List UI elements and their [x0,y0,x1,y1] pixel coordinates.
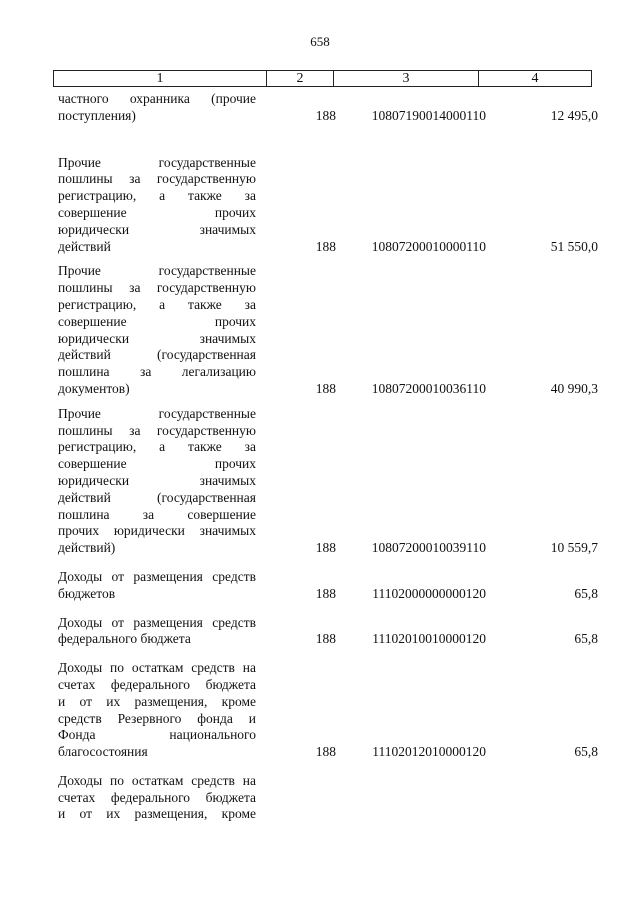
row-admin-code: 188 [315,540,336,556]
description-line: регистрацию, а также за [58,439,256,455]
description-line: благосостояния [58,744,148,760]
row-amount: 51 550,0 [550,238,598,254]
row-budget-code: 10807200010036110 [371,380,486,396]
row-amount: 10 559,7 [550,540,598,556]
description-line: и от их размещения, кроме [58,806,256,822]
description-line: действий (государственная [58,489,256,505]
row-admin-code: 188 [315,107,336,123]
table-row [58,91,598,125]
description-line: Доходы по остаткам средств на [58,660,256,676]
row-admin-code: 188 [315,238,336,254]
description-line: пошлина за легализацию [58,364,256,380]
description-line: федерального бюджета [58,631,191,647]
row-budget-code: 11102000000000120 [372,585,486,601]
header-col-1: 1 [54,71,267,87]
description-line: бюджетов [58,585,116,601]
description-line: прочих юридически значимых [58,523,256,539]
row-budget-code: 10807190014000110 [371,107,486,123]
description-line: Прочие государственные [58,263,256,279]
description-line: частного охранника (прочие [58,91,256,106]
row-description [58,155,256,256]
description-line: регистрацию, а также за [58,296,256,312]
row-description [58,263,256,397]
row-description [58,773,256,823]
description-line: регистрацию, а также за [58,188,256,204]
description-line: юридически значимых [58,330,256,346]
description-line: пошлины за государственную [58,280,256,296]
description-line: счетах федерального бюджета [58,676,256,692]
row-admin-code: 188 [315,744,336,760]
description-line: совершение прочих [58,456,256,472]
table-header [53,70,592,87]
description-line: совершение прочих [58,313,256,329]
header-col-3: 3 [334,71,479,87]
description-line: действий (государственная [58,347,256,363]
description-line: пошлина за совершение [58,506,256,522]
row-admin-code: 188 [315,380,336,396]
table-row [58,155,598,256]
row-amount: 65,8 [574,585,598,601]
description-line: документов) [58,380,130,396]
description-line: поступления) [58,107,136,123]
description-line: Доходы от размещения средств [58,568,256,584]
row-amount: 65,8 [574,744,598,760]
description-line: пошлины за государственную [58,422,256,438]
table-row [58,569,598,603]
header-col-2: 2 [267,71,334,87]
row-amount: 65,8 [574,631,598,647]
row-amount: 12 495,0 [550,107,598,123]
row-budget-code: 10807200010000110 [371,238,486,254]
description-line: Доходы от размещения средств [58,614,256,630]
description-line: и от их размещения, кроме [58,693,256,709]
description-line: действий) [58,540,116,556]
description-line: Прочие государственные [58,405,256,421]
table-body [58,91,598,823]
row-amount: 40 990,3 [550,380,598,396]
header-col-4: 4 [479,71,592,87]
description-line: средств Резервного фонда и [58,710,256,726]
row-budget-code: 10807200010039110 [371,540,486,556]
page-number: 658 [310,34,330,49]
row-description [58,569,256,603]
row-description [58,615,256,649]
table-row [58,263,598,397]
description-line: действий [58,238,111,254]
row-description [58,91,256,125]
table-row [58,660,598,761]
row-description [58,660,256,761]
table-row [58,406,598,557]
description-line: юридически значимых [58,221,256,237]
row-budget-code: 11102010010000120 [372,631,486,647]
row-admin-code: 188 [315,585,336,601]
description-line: совершение прочих [58,204,256,220]
row-budget-code: 11102012010000120 [372,744,486,760]
description-line: пошлины за государственную [58,171,256,187]
description-line: Прочие государственные [58,154,256,170]
description-line: счетах федерального бюджета [58,789,256,805]
row-admin-code: 188 [315,631,336,647]
table-row [58,773,598,823]
row-description [58,406,256,557]
description-line: юридически значимых [58,472,256,488]
table-row [58,615,598,649]
description-line: Доходы по остаткам средств на [58,772,256,788]
description-line: Фонда национального [58,727,256,743]
